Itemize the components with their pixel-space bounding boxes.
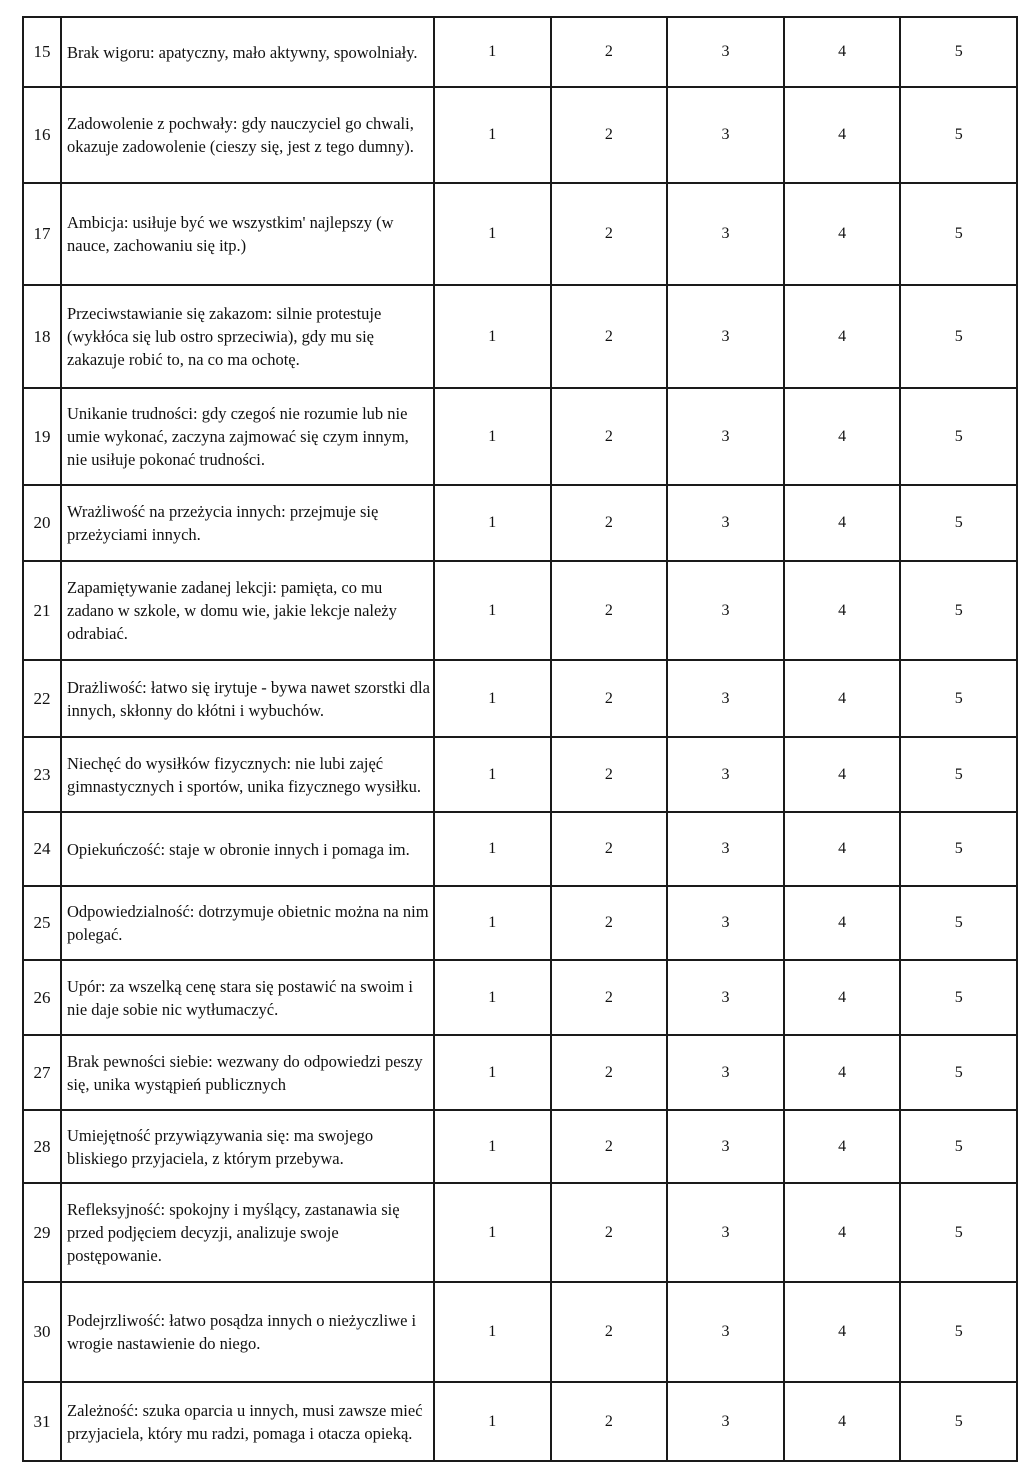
item-description: Umiejętność przywiązywania się: ma swojego bliskiego przyjaciela, z którym przebywa. [61,1110,434,1183]
item-description: Opiekuńczość: staje w obronie innych i pomaga im. [61,812,434,886]
table-row [23,886,1017,960]
rating-option-2[interactable]: 2 [551,388,668,485]
item-number: 17 [23,183,61,285]
item-description: Refleksyjność: spokojny i myślący, zastanawia się przed podjęciem decyzji, analizuje swoje postępowanie. [61,1183,434,1282]
rating-option-5[interactable]: 5 [900,183,1017,285]
rating-option-5[interactable]: 5 [900,1382,1017,1461]
rating-option-2[interactable]: 2 [551,183,668,285]
rating-option-1[interactable]: 1 [434,17,551,87]
rating-option-5[interactable]: 5 [900,886,1017,960]
rating-option-3[interactable]: 3 [667,183,784,285]
rating-option-3[interactable]: 3 [667,960,784,1035]
item-number: 26 [23,960,61,1035]
rating-option-3[interactable]: 3 [667,87,784,183]
rating-option-1[interactable]: 1 [434,886,551,960]
rating-table [22,16,1018,1462]
rating-option-3[interactable]: 3 [667,660,784,737]
rating-option-1[interactable]: 1 [434,285,551,388]
rating-option-2[interactable]: 2 [551,886,668,960]
rating-option-3[interactable]: 3 [667,737,784,812]
rating-option-1[interactable]: 1 [434,1382,551,1461]
rating-option-2[interactable]: 2 [551,960,668,1035]
table-row [23,485,1017,561]
rating-option-2[interactable]: 2 [551,1110,668,1183]
rating-option-5[interactable]: 5 [900,812,1017,886]
table-row [23,960,1017,1035]
rating-option-5[interactable]: 5 [900,960,1017,1035]
item-description: Drażliwość: łatwo się irytuje - bywa nawet szorstki dla innych, skłonny do kłótni i wybuchów. [61,660,434,737]
rating-option-4[interactable]: 4 [784,737,901,812]
item-description: Brak wigoru: apatyczny, mało aktywny, spowolniały. [61,17,434,87]
rating-option-1[interactable]: 1 [434,485,551,561]
rating-option-2[interactable]: 2 [551,285,668,388]
item-description: Podejrzliwość: łatwo posądza innych o nieżyczliwe i wrogie nastawienie do niego. [61,1282,434,1382]
item-description: Zależność: szuka oparcia u innych, musi zawsze mieć przyjaciela, który mu radzi, pomaga i otacza opieką. [61,1382,434,1461]
rating-option-2[interactable]: 2 [551,660,668,737]
rating-option-5[interactable]: 5 [900,561,1017,660]
rating-option-5[interactable]: 5 [900,285,1017,388]
rating-option-4[interactable]: 4 [784,87,901,183]
rating-option-2[interactable]: 2 [551,1382,668,1461]
rating-option-3[interactable]: 3 [667,812,784,886]
item-number: 19 [23,388,61,485]
item-number: 24 [23,812,61,886]
rating-option-3[interactable]: 3 [667,886,784,960]
item-number: 30 [23,1282,61,1382]
item-number: 28 [23,1110,61,1183]
rating-option-5[interactable]: 5 [900,660,1017,737]
table-row [23,183,1017,285]
table-row [23,561,1017,660]
item-description: Wrażliwość na przeżycia innych: przejmuje się przeżyciami innych. [61,485,434,561]
rating-option-3[interactable]: 3 [667,388,784,485]
table-row [23,1382,1017,1461]
rating-option-1[interactable]: 1 [434,1110,551,1183]
rating-option-5[interactable]: 5 [900,388,1017,485]
rating-option-1[interactable]: 1 [434,561,551,660]
item-description: Zapamiętywanie zadanej lekcji: pamięta, co mu zadano w szkole, w domu wie, jakie lekcje należy odrabiać. [61,561,434,660]
item-description: Niechęć do wysiłków fizycznych: nie lubi zajęć gimnastycznych i sportów, unika fizycznego wysiłku. [61,737,434,812]
table-row [23,737,1017,812]
rating-option-4[interactable]: 4 [784,1282,901,1382]
rating-option-4[interactable]: 4 [784,1382,901,1461]
table-row [23,285,1017,388]
rating-option-4[interactable]: 4 [784,183,901,285]
item-description: Upór: za wszelką cenę stara się postawić na swoim i nie daje sobie nic wytłumaczyć. [61,960,434,1035]
table-row [23,1110,1017,1183]
item-number: 16 [23,87,61,183]
item-number: 21 [23,561,61,660]
item-number: 18 [23,285,61,388]
rating-option-5[interactable]: 5 [900,1183,1017,1282]
rating-option-2[interactable]: 2 [551,1282,668,1382]
rating-option-1[interactable]: 1 [434,1035,551,1110]
rating-option-2[interactable]: 2 [551,485,668,561]
rating-option-4[interactable]: 4 [784,886,901,960]
item-number: 15 [23,17,61,87]
item-description: Przeciwstawianie się zakazom: silnie protestuje (wykłóca się lub ostro sprzeciwia), gdy mu się zakazuje robić to, na co ma ochotę. [61,285,434,388]
table-row [23,1035,1017,1110]
rating-option-4[interactable]: 4 [784,812,901,886]
rating-option-1[interactable]: 1 [434,1282,551,1382]
rating-option-2[interactable]: 2 [551,561,668,660]
item-description: Unikanie trudności: gdy czegoś nie rozumie lub nie umie wykonać, zaczyna zajmować się czym innym, nie usiłuje pokonać trudności. [61,388,434,485]
rating-option-3[interactable]: 3 [667,17,784,87]
rating-option-4[interactable]: 4 [784,1035,901,1110]
rating-option-3[interactable]: 3 [667,1382,784,1461]
rating-option-5[interactable]: 5 [900,87,1017,183]
rating-option-2[interactable]: 2 [551,1035,668,1110]
item-number: 25 [23,886,61,960]
rating-option-5[interactable]: 5 [900,1035,1017,1110]
table-row [23,87,1017,183]
item-number: 22 [23,660,61,737]
rating-option-2[interactable]: 2 [551,737,668,812]
rating-option-4[interactable]: 4 [784,485,901,561]
rating-option-3[interactable]: 3 [667,1110,784,1183]
rating-option-3[interactable]: 3 [667,561,784,660]
item-description: Zadowolenie z pochwały: gdy nauczyciel go chwali, okazuje zadowolenie (cieszy się, jest z tego dumny). [61,87,434,183]
rating-option-4[interactable]: 4 [784,17,901,87]
rating-option-2[interactable]: 2 [551,1183,668,1282]
rating-option-2[interactable]: 2 [551,812,668,886]
item-number: 27 [23,1035,61,1110]
rating-option-1[interactable]: 1 [434,960,551,1035]
item-number: 29 [23,1183,61,1282]
rating-option-4[interactable]: 4 [784,388,901,485]
rating-option-3[interactable]: 3 [667,285,784,388]
rating-option-4[interactable]: 4 [784,1110,901,1183]
rating-option-5[interactable]: 5 [900,737,1017,812]
rating-option-2[interactable]: 2 [551,87,668,183]
rating-option-1[interactable]: 1 [434,183,551,285]
table-row [23,1183,1017,1282]
rating-option-3[interactable]: 3 [667,1183,784,1282]
table-row [23,388,1017,485]
rating-option-3[interactable]: 3 [667,1035,784,1110]
rating-option-1[interactable]: 1 [434,737,551,812]
rating-option-5[interactable]: 5 [900,17,1017,87]
table-row [23,1282,1017,1382]
rating-option-2[interactable]: 2 [551,17,668,87]
table-row [23,17,1017,87]
rating-option-1[interactable]: 1 [434,388,551,485]
item-number: 20 [23,485,61,561]
rating-option-4[interactable]: 4 [784,1183,901,1282]
rating-option-5[interactable]: 5 [900,485,1017,561]
rating-option-4[interactable]: 4 [784,960,901,1035]
rating-option-1[interactable]: 1 [434,87,551,183]
item-number: 23 [23,737,61,812]
rating-option-1[interactable]: 1 [434,812,551,886]
table-row [23,812,1017,886]
rating-option-4[interactable]: 4 [784,561,901,660]
item-description: Odpowiedzialność: dotrzymuje obietnic można na nim polegać. [61,886,434,960]
rating-option-5[interactable]: 5 [900,1110,1017,1183]
item-description: Brak pewności siebie: wezwany do odpowiedzi peszy się, unika wystąpień publicznych [61,1035,434,1110]
rating-option-4[interactable]: 4 [784,660,901,737]
rating-option-1[interactable]: 1 [434,1183,551,1282]
item-description: Ambicja: usiłuje być we wszystkim' najlepszy (w nauce, zachowaniu się itp.) [61,183,434,285]
item-number: 31 [23,1382,61,1461]
rating-option-3[interactable]: 3 [667,485,784,561]
rating-option-4[interactable]: 4 [784,285,901,388]
rating-option-3[interactable]: 3 [667,1282,784,1382]
table-row [23,660,1017,737]
rating-table-body [23,17,1017,1461]
questionnaire-page [22,16,1018,1462]
rating-option-5[interactable]: 5 [900,1282,1017,1382]
rating-option-1[interactable]: 1 [434,660,551,737]
